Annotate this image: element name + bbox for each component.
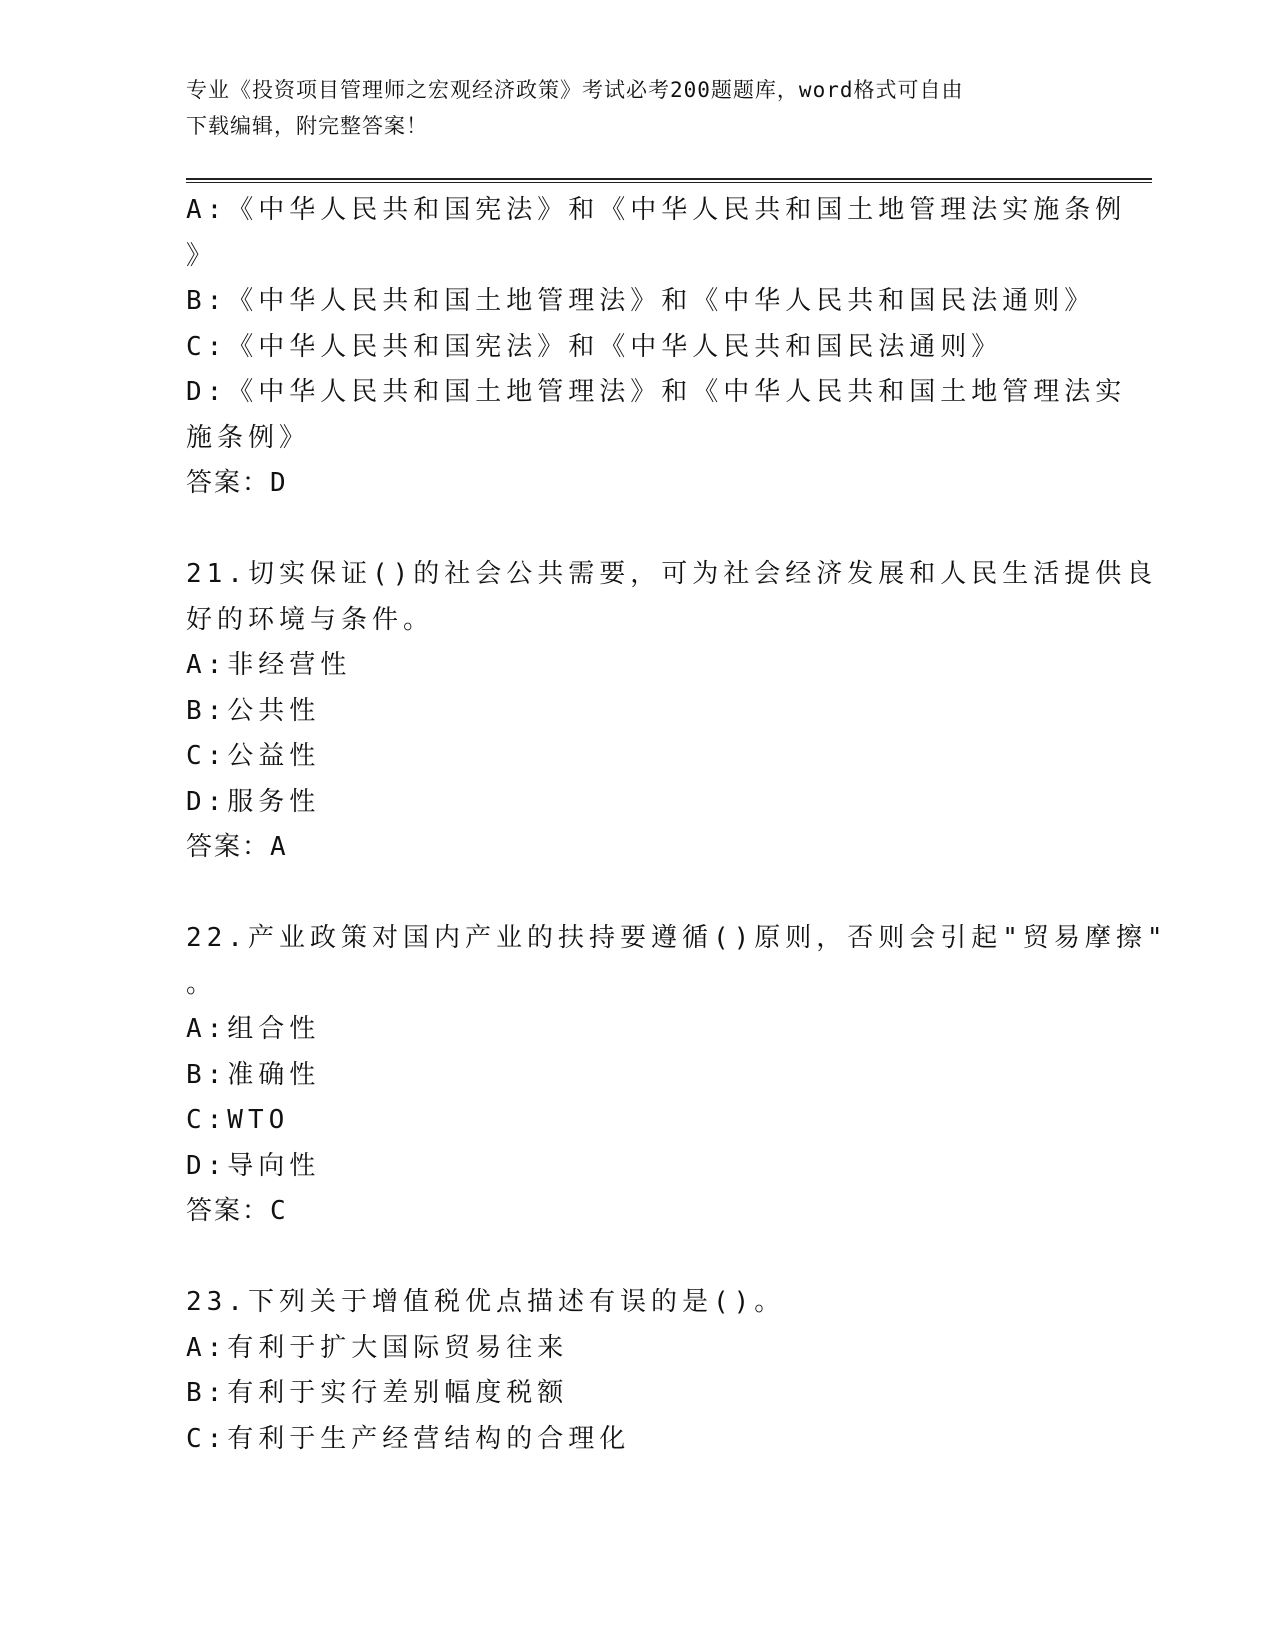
question-stem-line-2: 。 (186, 968, 218, 999)
question-23 (186, 1280, 1066, 1462)
header-line-2: 下载编辑，附完整答案！ (186, 114, 428, 138)
spacer (186, 871, 1066, 917)
option-d: D:导向性 (186, 1150, 321, 1181)
option-c: C:公益性 (186, 741, 321, 771)
option-b: B:公共性 (186, 695, 321, 726)
option-c: C:WTO (186, 1105, 290, 1135)
header-rule-thick (186, 178, 1152, 180)
header-line-1: 专业《投资项目管理师之宏观经济政策》考试必考200题题库，word格式可自由 (186, 78, 964, 102)
option-a-line-1: A:《中华人民共和国宪法》和《中华人民共和国土地管理法实施条例 (186, 195, 1127, 225)
question-stem-line-1: 22.产业政策对国内产业的扶持要遵循()原则，否则会引起"贸易摩擦" (186, 923, 1168, 953)
option-a: A:非经营性 (186, 650, 352, 680)
option-a: A:组合性 (186, 1014, 321, 1044)
answer: 答案：C (186, 1196, 288, 1226)
question-22 (186, 916, 1168, 1235)
option-a: A:有利于扩大国际贸易往来 (186, 1332, 569, 1363)
document-header (186, 72, 1066, 144)
question-20 (186, 188, 1127, 507)
option-d: D:服务性 (186, 786, 321, 817)
option-d-line-2: 施条例》 (186, 422, 311, 453)
option-b: B:《中华人民共和国土地管理法》和《中华人民共和国民法通则》 (186, 286, 1096, 316)
question-list (186, 188, 1168, 1462)
question-stem-line-2: 好的环境与条件。 (186, 604, 435, 635)
question-21 (186, 552, 1158, 871)
question-stem-line-1: 23.下列关于增值税优点描述有误的是()。 (186, 1287, 786, 1317)
option-b: B:有利于实行差别幅度税额 (186, 1378, 569, 1408)
answer: 答案：A (186, 832, 288, 862)
option-c: C:有利于生产经营结构的合理化 (186, 1423, 631, 1454)
answer: 答案：D (186, 468, 288, 498)
option-a-line-2: 》 (186, 240, 218, 271)
option-c: C:《中华人民共和国宪法》和《中华人民共和国民法通则》 (186, 331, 1003, 362)
header-rule-thin (186, 182, 1152, 183)
spacer (186, 1235, 1066, 1281)
option-b: B:准确性 (186, 1059, 321, 1090)
option-d-line-1: D:《中华人民共和国土地管理法》和《中华人民共和国土地管理法实 (186, 377, 1127, 407)
question-stem-line-1: 21.切实保证()的社会公共需要，可为社会经济发展和人民生活提供良 (186, 559, 1158, 589)
spacer (186, 507, 1066, 553)
